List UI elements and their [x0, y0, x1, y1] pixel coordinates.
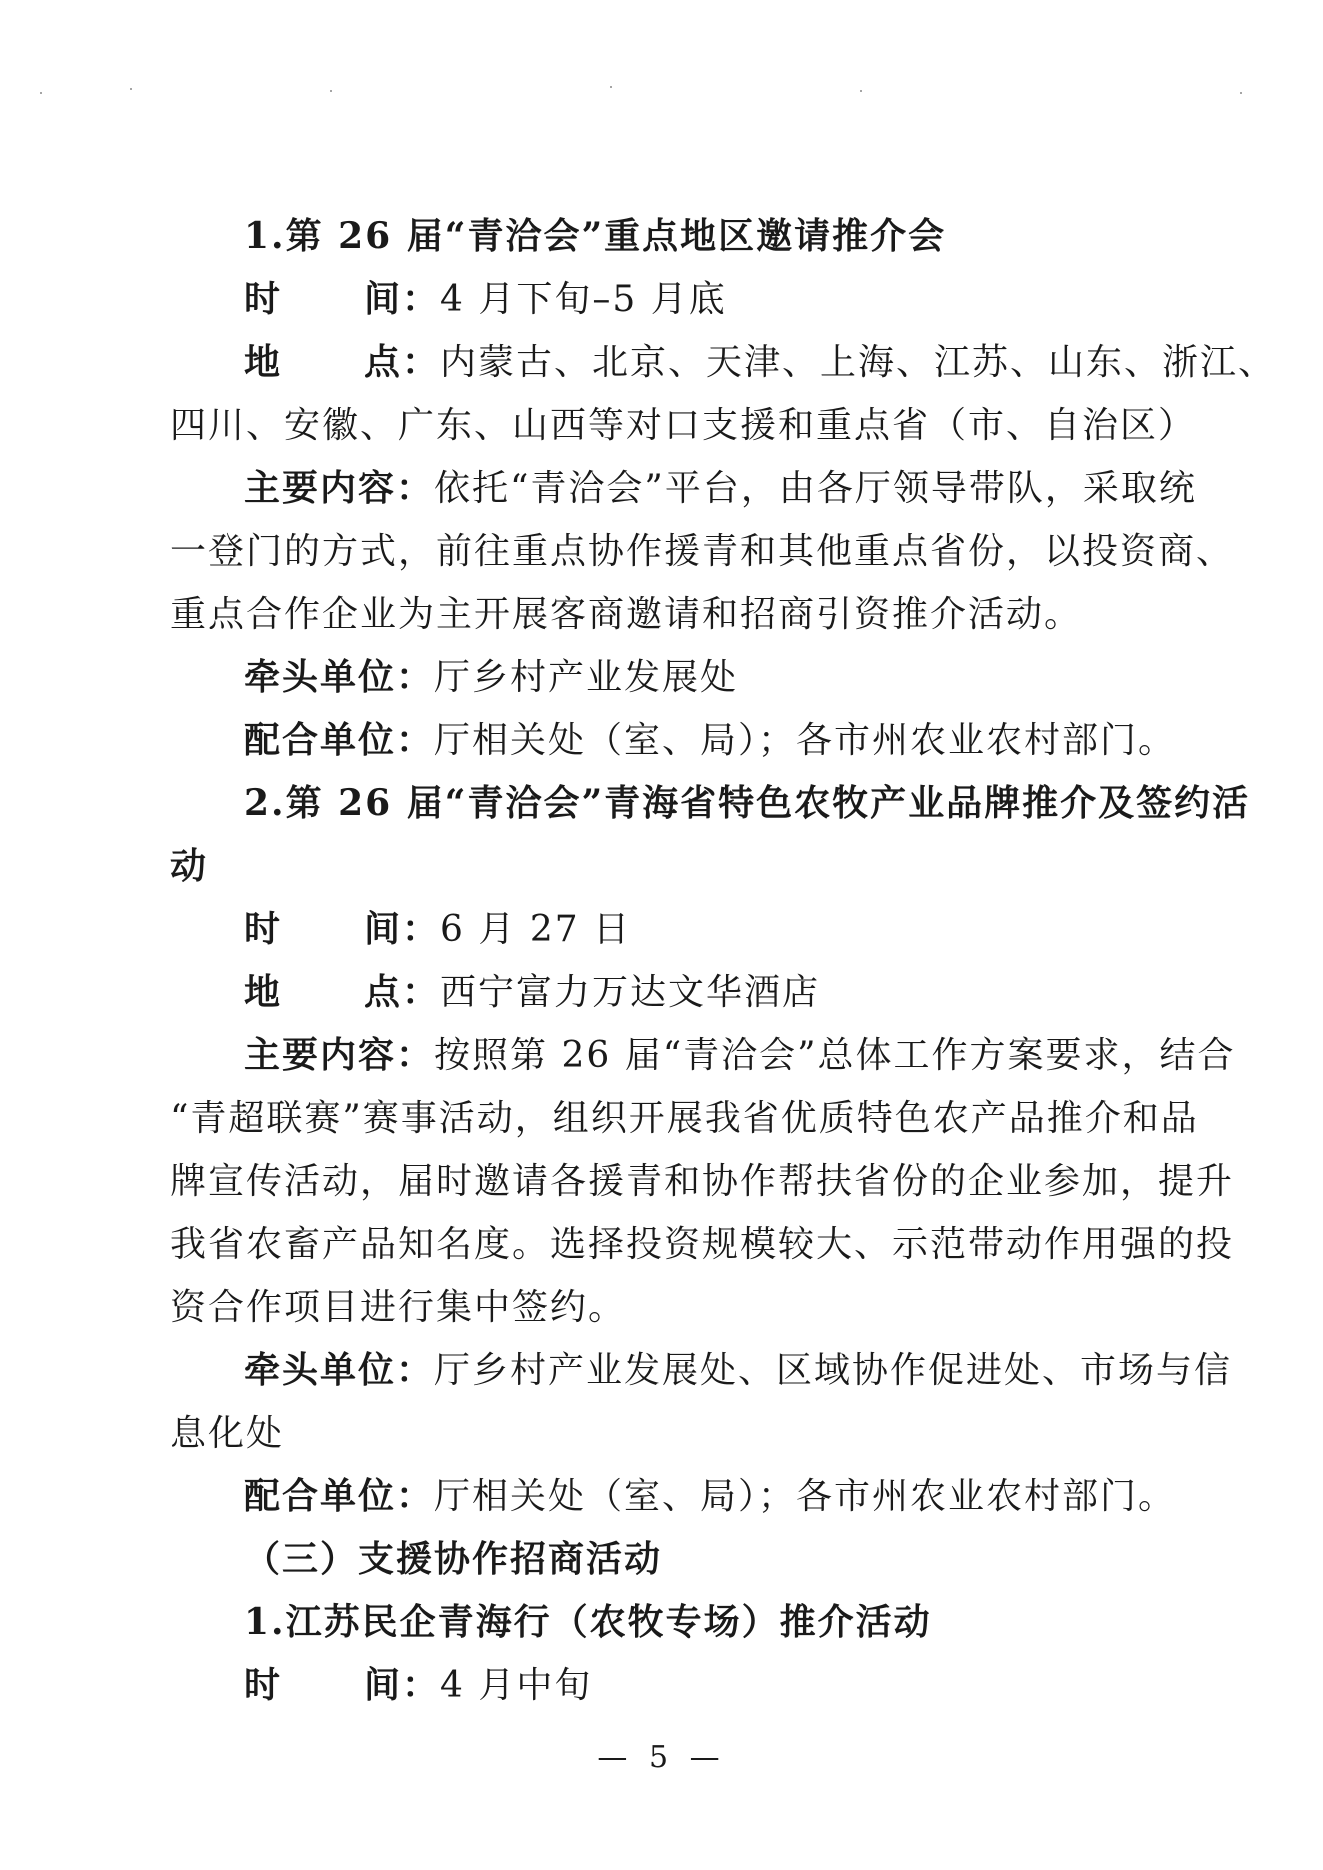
lead-unit-value: 厅乡村产业发展处、区域协作促进处、市场与信: [434, 1350, 1233, 1391]
time-row: [170, 268, 1180, 331]
content-value: 按照第 26 届“青洽会”总体工作方案要求，结合: [434, 1035, 1236, 1076]
time-label-char1: 时: [244, 1664, 283, 1706]
content-row: [170, 457, 1197, 520]
place-value: 内蒙古、北京、天津、上海、江苏、山东、浙江、: [440, 342, 1277, 383]
content-continued: 牌宣传活动，届时邀请各援青和协作帮扶省份的企业参加，提升: [170, 1161, 1235, 1202]
lead-unit-row: [170, 1339, 1233, 1402]
coop-unit-label: 配合单位：: [244, 1475, 435, 1517]
content-value: 依托“青洽会”平台，由各厅领导带队，采取统: [434, 468, 1197, 509]
place-value: 西宁富力万达文华酒店: [440, 972, 821, 1013]
time-value: 6 月 27 日: [440, 909, 632, 950]
place-value-continued: 四川、安徽、广东、山西等对口支援和重点省（市、自治区）: [170, 405, 1197, 446]
lead-unit-value: 厅乡村产业发展处: [434, 657, 739, 698]
section-heading: （三）支援协作招商活动: [244, 1538, 663, 1580]
time-value: 4 月中旬: [440, 1665, 593, 1706]
subsection-heading: 1.江苏民企青海行（农牧专场）推介活动: [244, 1601, 932, 1643]
section-heading: 2.第 26 届“青洽会”青海省特色农牧产业品牌推介及签约活: [244, 782, 1251, 824]
time-label-char2: 间：: [364, 1664, 441, 1706]
content-continued: 重点合作企业为主开展客商邀请和招商引资推介活动。: [170, 594, 1083, 635]
place-label-char2: 点：: [364, 971, 441, 1013]
lead-unit-continued: 息化处: [170, 1413, 285, 1454]
place-label-char2: 点：: [364, 341, 441, 383]
section-heading-continued: 动: [170, 845, 209, 887]
time-label-char1: 时: [244, 908, 283, 950]
coop-unit-value: 厅相关处（室、局）；各市州农业农村部门。: [434, 1476, 1177, 1517]
time-label-char2: 间：: [364, 278, 441, 320]
place-label-char1: 地: [244, 341, 283, 383]
place-label-char1: 地: [244, 971, 283, 1013]
section-heading: 1.第 26 届“青洽会”重点地区邀请推介会: [244, 215, 947, 257]
content-label: 主要内容：: [244, 467, 435, 509]
document-body: [170, 205, 1277, 1717]
place-row: [170, 961, 1180, 1024]
content-continued: 资合作项目进行集中签约。: [170, 1287, 627, 1328]
time-value: 4 月下旬–5 月底: [440, 279, 727, 320]
content-continued: 一登门的方式，前往重点协作援青和其他重点省份，以投资商、: [170, 531, 1235, 572]
content-row: [170, 1024, 1236, 1087]
lead-unit-label: 牵头单位：: [244, 1349, 435, 1391]
coop-unit-label: 配合单位：: [244, 719, 435, 761]
content-label: 主要内容：: [244, 1034, 435, 1076]
coop-unit-row: [170, 1465, 1180, 1528]
content-continued: “青超联赛”赛事活动，组织开展我省优质特色农产品推介和品: [170, 1098, 1199, 1139]
time-label-char1: 时: [244, 278, 283, 320]
time-label-char2: 间：: [364, 908, 441, 950]
coop-unit-value: 厅相关处（室、局）；各市州农业农村部门。: [434, 720, 1177, 761]
content-continued: 我省农畜产品知名度。选择投资规模较大、示范带动作用强的投: [170, 1224, 1235, 1265]
time-row: [170, 898, 1180, 961]
coop-unit-row: [170, 709, 1180, 772]
time-row: [170, 1654, 1180, 1717]
page-number: — 5 —: [597, 1740, 726, 1775]
place-row: [170, 331, 1277, 394]
lead-unit-label: 牵头单位：: [244, 656, 435, 698]
lead-unit-row: [170, 646, 1180, 709]
